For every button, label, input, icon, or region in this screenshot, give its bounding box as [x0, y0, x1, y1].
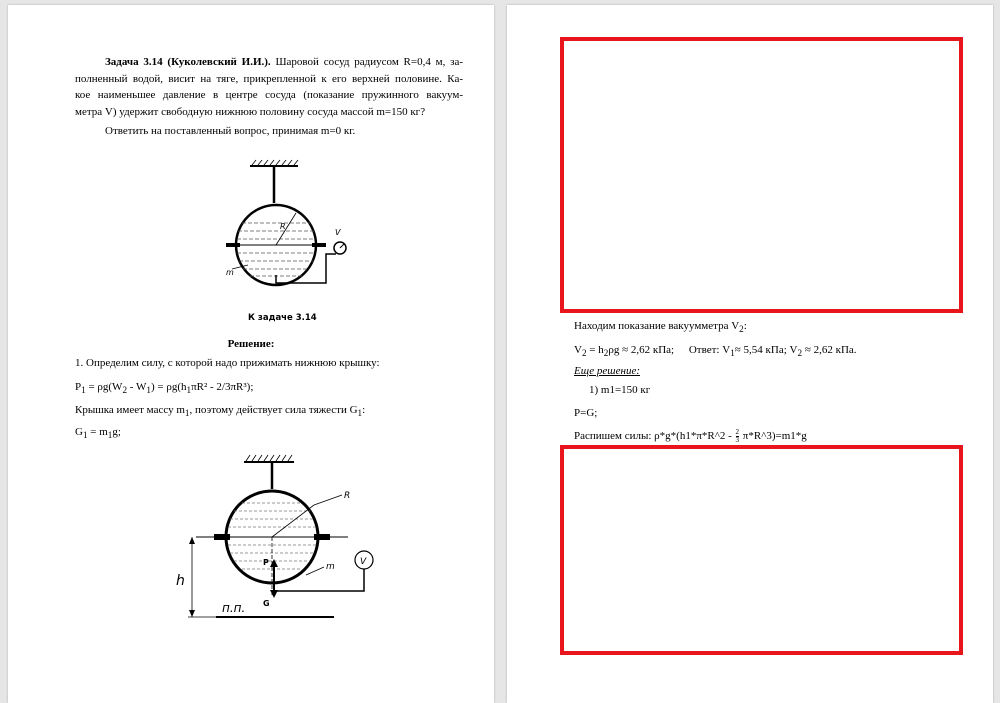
- redacted-image-bottom: [560, 445, 963, 655]
- forces-formula: Распишем силы: ρ*g*(h1*π*R^2 - $\frac{2}{3}$ π*R^3)=m1*g: [574, 427, 807, 444]
- vacuum-text: Находим показание вакуумметра $V_2$:: [574, 320, 747, 335]
- step-1-text: 1. Определим силу, с которой надо прижимать нижнюю крышку:: [75, 357, 380, 369]
- mass-text: Крышка имеет массу $m_1$, поэтому действует сила тяжести $G_1$:: [75, 404, 366, 419]
- task-line-1: Шаровой сосуд радиусом R=0,4 м, за-: [275, 56, 463, 68]
- fig2-label-r: R: [344, 491, 351, 501]
- document-page-right: [507, 5, 993, 703]
- fig1-caption: К задаче 3.14: [248, 313, 317, 323]
- fig2-label-h: h: [176, 573, 185, 589]
- fig1-label-r: R: [280, 222, 286, 231]
- fig2-label-p: P: [263, 558, 269, 567]
- document-page-left: [8, 5, 494, 703]
- figure-2-vessel: [166, 445, 396, 625]
- list-item-1: 1) m1=150 кг: [589, 384, 651, 396]
- p-equals-g: P=G;: [574, 407, 598, 419]
- task-line-2: полненный водой, висит на тяге, прикрепленной к его верхней половине. Ка-: [75, 72, 463, 85]
- formula-g1: $G_1 = m_1g$;: [75, 426, 121, 441]
- fig2-label-v: V: [360, 557, 367, 567]
- task-statement: [75, 54, 463, 120]
- task-title: Задача 3.14 (Куколевский И.И.).: [105, 56, 271, 68]
- fig2-label-pp: п.п.: [222, 601, 246, 615]
- redacted-image-top: [560, 37, 963, 313]
- alt-solution-heading: Еще решение:: [574, 365, 640, 377]
- solution-heading: Решение:: [227, 338, 275, 350]
- v2-answer-line: $V_2 = h_2\rho g \approx 2,62$ кПа; Ответ: $V_1\approx 5,54$ кПа; $V_2 \approx 2,62$ кПа.: [574, 344, 857, 359]
- fig2-label-m: m: [326, 562, 335, 572]
- answer-prompt: Ответить на поставленный вопрос, принимая m=0 кг.: [105, 125, 356, 137]
- fig1-label-v: V: [335, 228, 341, 237]
- fig1-label-m: m: [226, 268, 234, 277]
- task-line-4: метра V) удержит свободную нижнюю половину сосуда массой m=150 кг?: [75, 105, 426, 118]
- formula-p1: $P_1 = \rho g(W_2 - W_1) = \rho g(h_1\pi R^2 - 2/3\pi R^3)$;: [75, 381, 254, 396]
- fig2-label-g: G: [263, 599, 270, 608]
- answer-label: Ответ:: [688, 344, 720, 356]
- task-line-3: кое наименьшее давление в центре сосуда (показание пружинного вакуум-: [75, 89, 463, 101]
- figure-1-vessel: [218, 157, 358, 332]
